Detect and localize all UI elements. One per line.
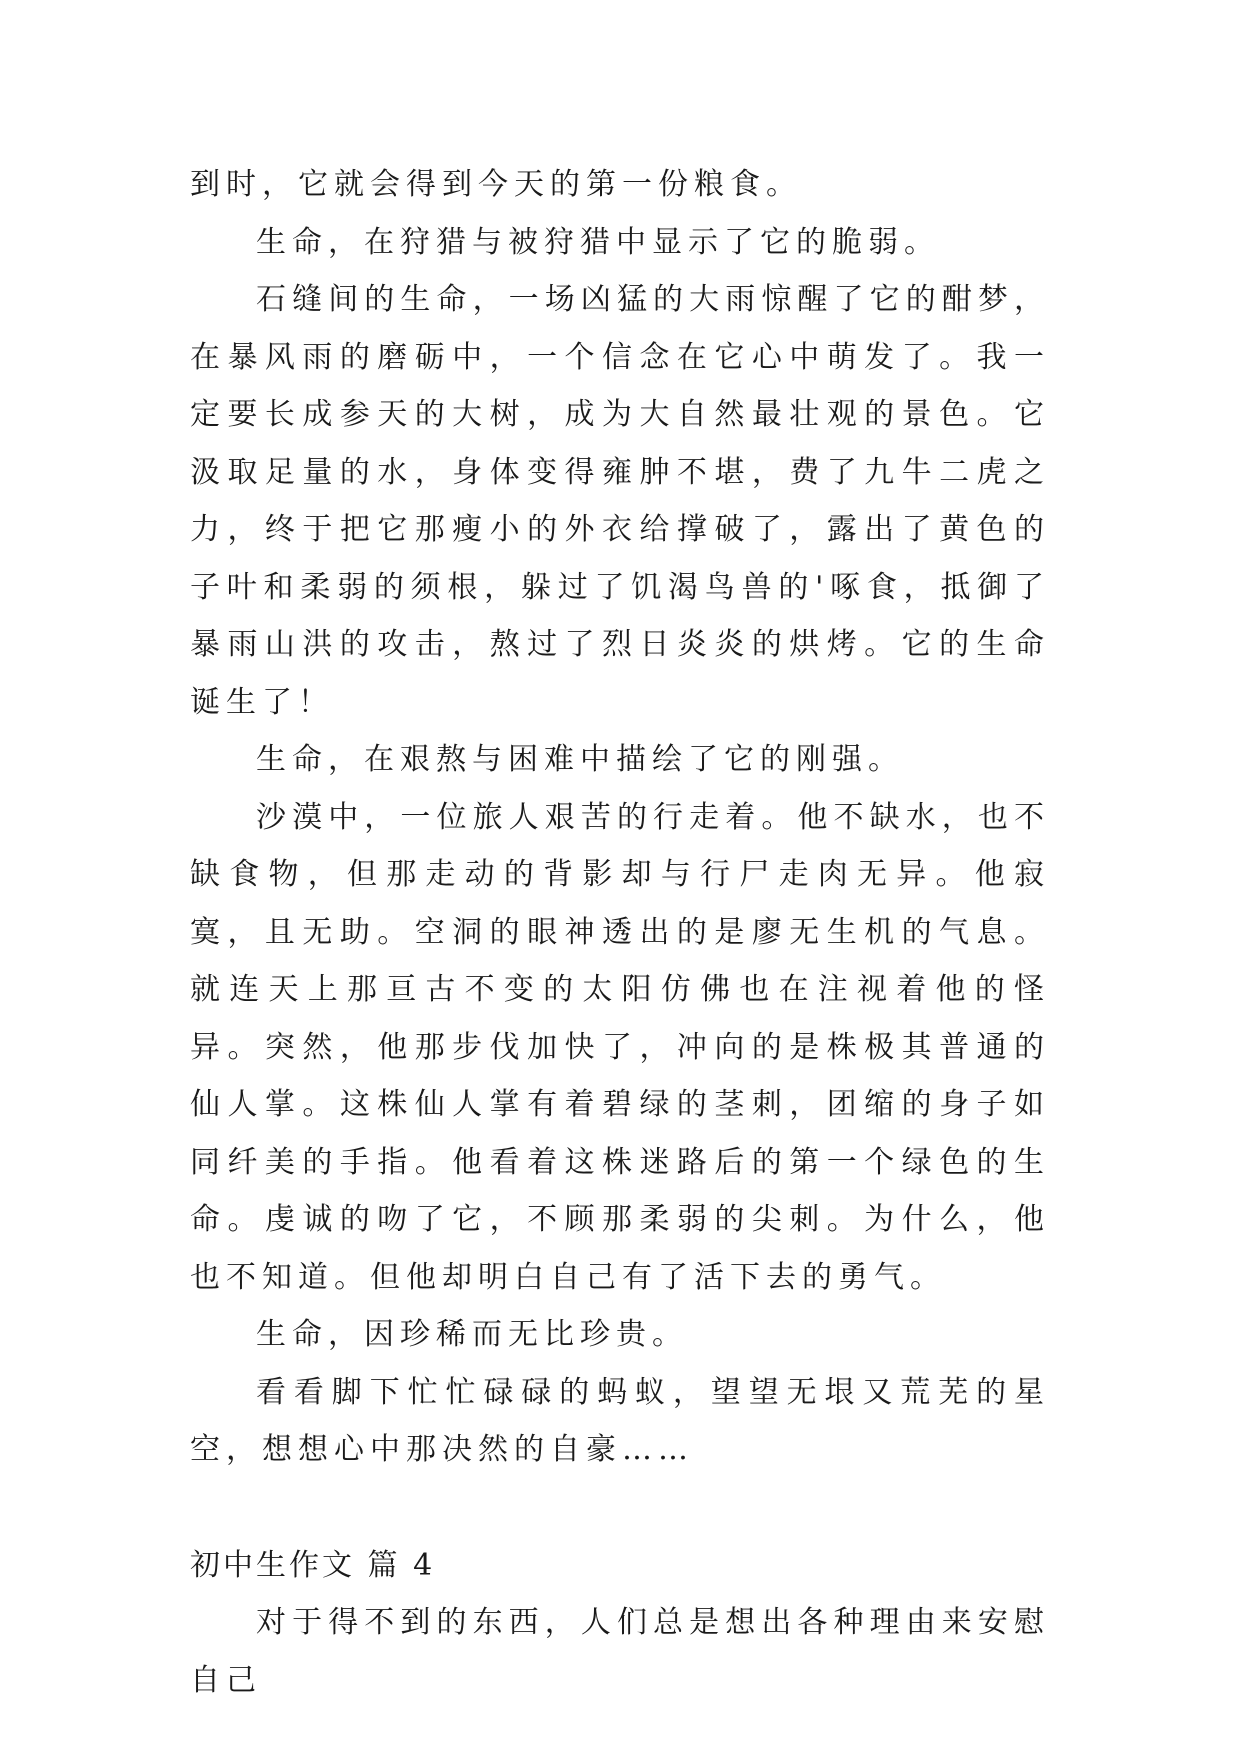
paragraph: 石缝间的生命，一场凶猛的大雨惊醒了它的酣梦，在暴风雨的磨砺中，一个信念在它心中萌发了。我一定要长成参天的大树，成为大自然最壮观的景色。它汲取足量的水，身体变得雍肿不堪，费了九牛二虎之力，终于把它那瘦小的外衣给撑破了，露出了黄色的子叶和柔弱的须根，躲过了饥渴鸟兽的'啄食，抵御了暴雨山洪的攻击，熬过了烈日炎炎的烘烤。它的生命诞生了！ — [190, 282, 1050, 720]
paragraph: 生命，在艰熬与困难中描绘了它的刚强。 — [256, 742, 904, 777]
paragraph: 沙漠中，一位旅人艰苦的行走着。他不缺水，也不缺食物，但那走动的背影却与行尸走肉无异。他寂寞，且无助。空洞的眼神透出的是廖无生机的气息。就连天上那亘古不变的太阳仿佛也在注视着他的怪异。突然，他那步伐加快了，冲向的是株极其普通的仙人掌。这株仙人掌有着碧绿的茎刺，团缩的身子如同纤美的手指。他看着这株迷路后的第一个绿色的生命。虔诚的吻了它，不顾那柔弱的尖刺。为什么，他也不知道。但他却明白自己有了活下去的勇气。 — [190, 799, 1050, 1295]
section-heading: 初中生作文 篇 4 — [190, 1547, 436, 1583]
paragraph-continuation: 到时，它就会得到今天的第一份粮食。 — [190, 167, 802, 202]
paragraph: 看看脚下忙忙碌碌的蚂蚁，望望无垠又荒芜的星空，想想心中那决然的自豪…… — [190, 1374, 1050, 1467]
document-body — [190, 156, 1050, 1709]
paragraph: 对于得不到的东西，人们总是想出各种理由来安慰自己 — [190, 1605, 1050, 1698]
paragraph: 生命，因珍稀而无比珍贵。 — [256, 1317, 688, 1352]
paragraph: 生命，在狩猎与被狩猎中显示了它的脆弱。 — [256, 224, 940, 260]
section-spacer — [190, 1479, 1050, 1537]
